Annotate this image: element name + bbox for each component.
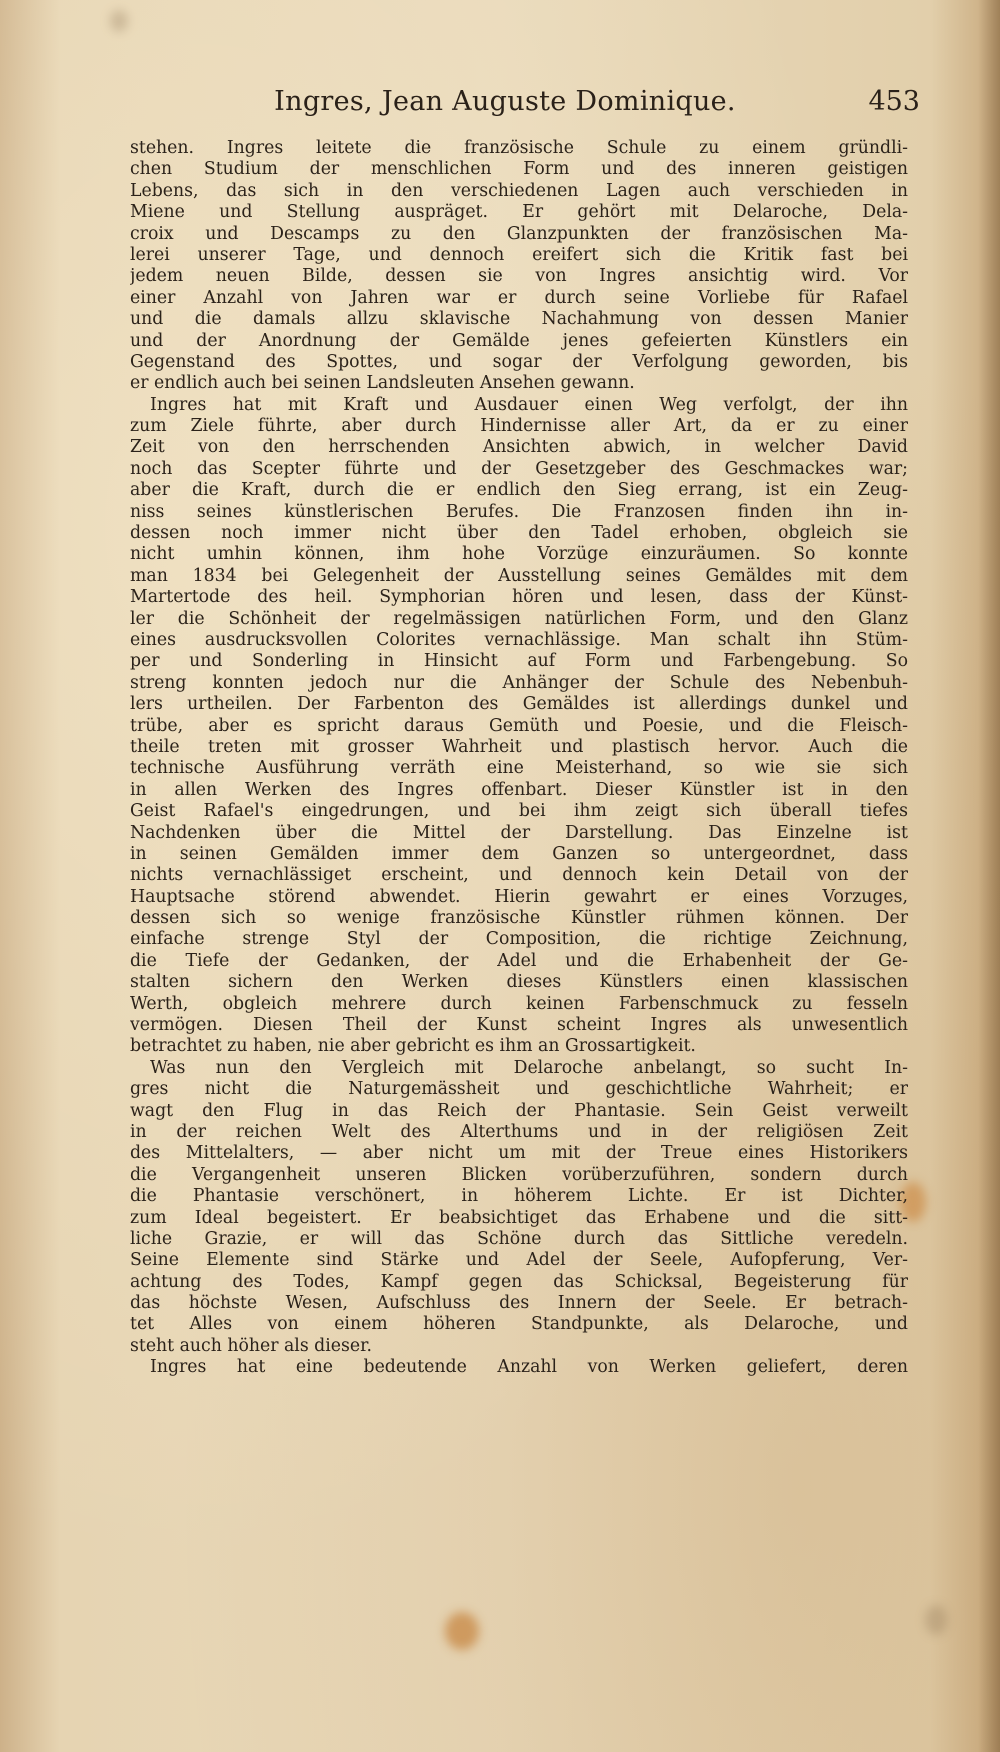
- text-line: gres nicht die Naturgemässheit und geschichtliche Wahrheit; er: [130, 1079, 908, 1100]
- text-line: steht auch höher als dieser.: [130, 1335, 372, 1356]
- text-line: Seine Elemente sind Stärke und Adel der Seele, Aufopferung, Ver-: [130, 1250, 908, 1271]
- text-line: nicht umhin können, ihm hohe Vorzüge einzuräumen. So konnte: [130, 544, 908, 565]
- text-line: nichts vernachlässiget erscheint, und dennoch kein Detail von der: [130, 865, 908, 886]
- paper-stain: [110, 10, 128, 32]
- text-line: niss seines künstlerischen Berufes. Die Franzosen finden ihn in-: [130, 501, 908, 522]
- text-line: liche Grazie, er will das Schöne durch das Sittliche veredeln.: [130, 1228, 908, 1249]
- text-line: per und Sonderling in Hinsicht auf Form und Farbengebung. So: [130, 651, 908, 672]
- page-edge-shadow: [978, 0, 1000, 1752]
- body-text: [130, 138, 908, 1379]
- text-line: Werth, obgleich mehrere durch keinen Farbenschmuck zu fesseln: [130, 993, 908, 1014]
- text-line: wagt den Flug in das Reich der Phantasie. Sein Geist verweilt: [130, 1100, 908, 1121]
- running-title: Ingres, Jean Auguste Dominique.: [274, 86, 736, 117]
- text-line: zum Ideal begeistert. Er beabsichtiget das Erhabene und die sitt-: [130, 1207, 908, 1228]
- text-line: stehen. Ingres leitete die französische Schule zu einem gründli-: [130, 138, 908, 158]
- text-line: Was nun den Vergleich mit Delaroche anbelangt, so sucht In-: [150, 1057, 908, 1078]
- text-line: des Mittelalters, — aber nicht um mit der Treue eines Historikers: [130, 1143, 908, 1164]
- text-line: tet Alles von einem höheren Standpunkte, als Delaroche, und: [130, 1314, 908, 1335]
- text-line: streng konnten jedoch nur die Anhänger der Schule des Nebenbuh-: [130, 672, 908, 693]
- text-line: Geist Rafael's eingedrungen, und bei ihm zeigt sich überall tiefes: [130, 801, 908, 822]
- page-header: [90, 86, 920, 126]
- text-line: Lebens, das sich in den verschiedenen Lagen auch verschieden in: [130, 180, 908, 201]
- text-line: Hauptsache störend abwendet. Hierin gewahrt er eines Vorzuges,: [130, 886, 908, 907]
- text-line: dessen sich so wenige französische Künstler rühmen können. Der: [130, 908, 908, 929]
- text-line: in allen Werken des Ingres offenbart. Dieser Künstler ist in den: [130, 779, 908, 800]
- text-line: lers urtheilen. Der Farbenton des Gemäldes ist allerdings dunkel und: [130, 694, 908, 715]
- text-line: Nachdenken über die Mittel der Darstellung. Das Einzelne ist: [130, 822, 908, 843]
- text-line: aber die Kraft, durch die er endlich den Sieg errang, ist ein Zeug-: [130, 480, 908, 501]
- text-line: man 1834 bei Gelegenheit der Ausstellung seines Gemäldes mit dem: [130, 565, 908, 586]
- text-line: lerei unserer Tage, und dennoch ereifert sich die Kritik fast bei: [130, 244, 908, 265]
- text-line: chen Studium der menschlichen Form und des inneren geistigen: [130, 159, 908, 180]
- text-line: einfache strenge Styl der Composition, die richtige Zeichnung,: [130, 929, 908, 950]
- text-line: ler die Schönheit der regelmässigen natürlichen Form, und den Glanz: [130, 608, 908, 629]
- page-number: 453: [868, 86, 920, 117]
- text-line: in seinen Gemälden immer dem Ganzen so untergeordnet, dass: [130, 843, 908, 864]
- text-line: trübe, aber es spricht daraus Gemüth und Poesie, und die Fleisch-: [130, 715, 908, 736]
- text-line: jedem neuen Bilde, dessen sie von Ingres ansichtig wird. Vor: [130, 266, 908, 287]
- text-line: Zeit von den herrschenden Ansichten abwich, in welcher David: [130, 437, 908, 458]
- text-line: achtung des Todes, Kampf gegen das Schicksal, Begeisterung für: [130, 1271, 908, 1292]
- text-line: croix und Descamps zu den Glanzpunkten der französischen Ma-: [130, 223, 908, 244]
- text-line: die Vergangenheit unseren Blicken vorüberzuführen, sondern durch: [130, 1164, 908, 1185]
- text-line: und die damals allzu sklavische Nachahmung von dessen Manier: [130, 309, 908, 330]
- text-line: stalten sichern den Werken dieses Künstlers einen klassischen: [130, 972, 908, 993]
- text-line: noch das Scepter führte und der Gesetzgeber des Geschmackes war;: [130, 458, 908, 479]
- text-line: einer Anzahl von Jahren war er durch seine Vorliebe für Rafael: [130, 287, 908, 308]
- text-line: in der reichen Welt des Alterthums und in der religiösen Zeit: [130, 1121, 908, 1142]
- text-line: Gegenstand des Spottes, und sogar der Verfolgung geworden, bis: [130, 351, 908, 372]
- text-line: das höchste Wesen, Aufschluss des Innern der Seele. Er betrach-: [130, 1293, 908, 1314]
- text-line: vermögen. Diesen Theil der Kunst scheint Ingres als unwesentlich: [130, 1015, 908, 1036]
- text-line: theile treten mit grosser Wahrheit und plastisch hervor. Auch die: [130, 736, 908, 757]
- text-line: Miene und Stellung auspräget. Er gehört mit Delaroche, Dela-: [130, 202, 908, 223]
- paper-stain: [445, 1612, 479, 1650]
- text-line: er endlich auch bei seinen Landsleuten Ansehen gewann.: [130, 373, 635, 394]
- text-line: betrachtet zu haben, nie aber gebricht es ihm an Grossartigkeit.: [130, 1036, 696, 1057]
- paper-stain: [925, 1605, 947, 1635]
- text-line: die Phantasie verschönert, in höherem Lichte. Er ist Dichter,: [130, 1186, 908, 1207]
- text-line: Ingres hat mit Kraft und Ausdauer einen Weg verfolgt, der ihn: [150, 394, 908, 415]
- text-line: dessen noch immer nicht über den Tadel erhoben, obgleich sie: [130, 523, 908, 544]
- text-line: zum Ziele führte, aber durch Hindernisse aller Art, da er zu einer: [130, 416, 908, 437]
- text-line: eines ausdrucksvollen Colorites vernachlässige. Man schalt ihn Stüm-: [130, 629, 908, 650]
- text-line: Ingres hat eine bedeutende Anzahl von Werken geliefert, deren: [150, 1357, 908, 1378]
- text-line: technische Ausführung verräth eine Meisterhand, so wie sie sich: [130, 758, 908, 779]
- text-line: Martertode des heil. Symphorian hören und lesen, dass der Künst-: [130, 587, 908, 608]
- text-line: die Tiefe der Gedanken, der Adel und die Erhabenheit der Ge-: [130, 950, 908, 971]
- text-line: und der Anordnung der Gemälde jenes gefeierten Künstlers ein: [130, 330, 908, 351]
